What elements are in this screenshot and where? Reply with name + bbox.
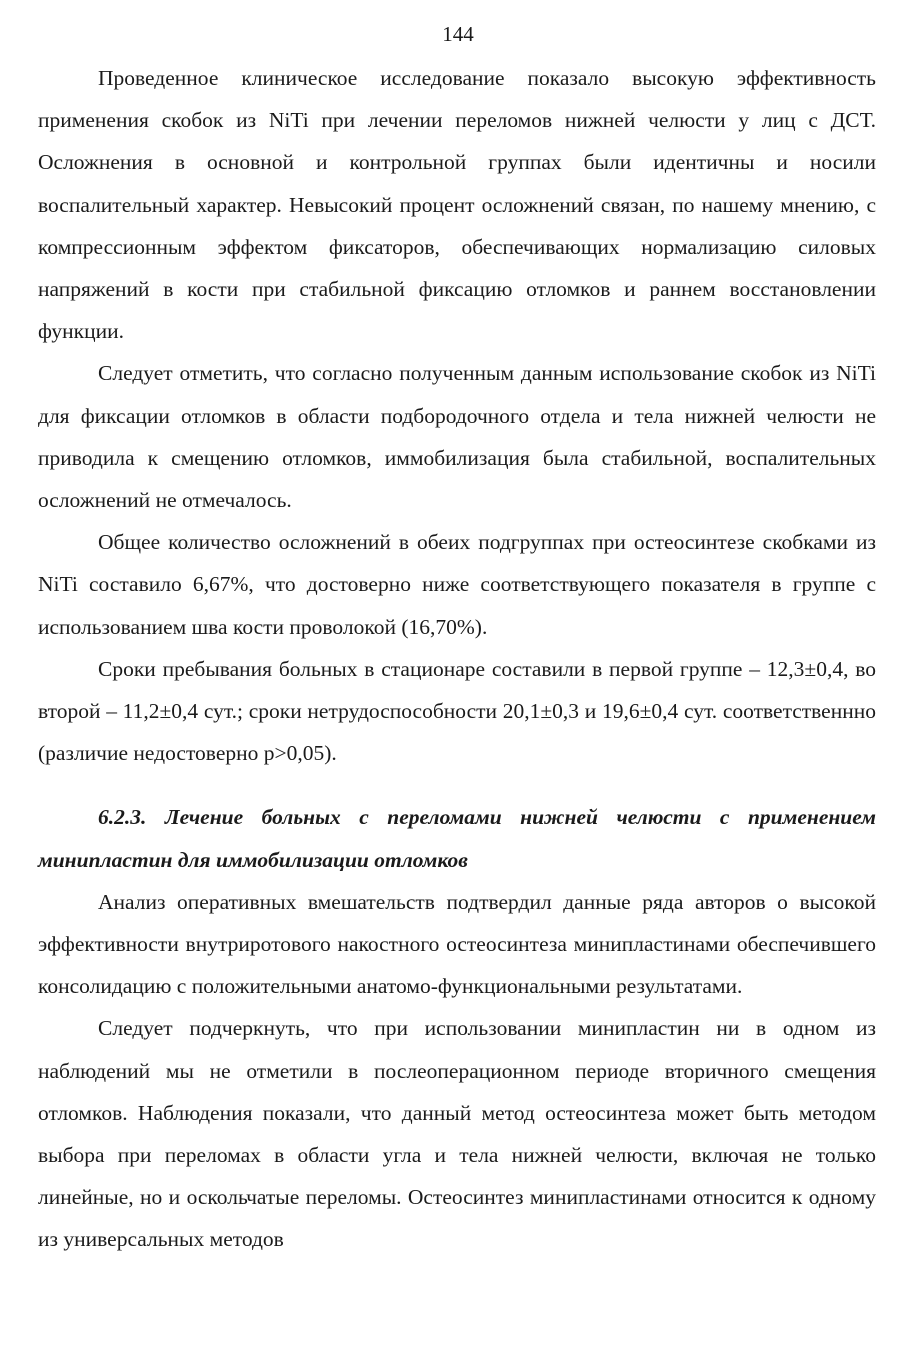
paragraph-miniplate-observations: Следует подчеркнуть, что при использовании минипластин ни в одном из наблюдений мы не отметили в послеоперационном периоде вторичного смещения отломков. Наблюдения показали, что данный метод остеосинтеза может быть методом выбора при переломах в области угла и тела нижней челюсти, включая не только линейные, но и оскольчатые переломы. Остеосинтез минипластинами относится к одному из универсальных методов: [38, 1016, 876, 1252]
paragraph-hospital-stay: Сроки пребывания больных в стационаре составили в первой группе – 12,3±0,4, во второй – 11,2±0,4 сут.; сроки нетрудоспособности 20,1±0,3 и 19,6±0,4 сут. соответственнно (различие недостоверно p>0,05).: [38, 656, 876, 766]
paragraph-niti-fixation: Следует отметить, что согласно полученным данным использование скобок из NiTi для фиксации отломков в области подбородочного отдела и тела нижней челюсти не приводила к смещению отломков, иммобилизация была стабильной, воспалительных осложнений не отмечалось.: [38, 361, 876, 513]
paragraph-complication-rate: Общее количество осложнений в обеих подгруппах при остеосинтезе скобками из NiTi составило 6,67%, что достоверно ниже соответствующего показателя в группе с использованием шва кости проволокой (16,70%).: [38, 530, 876, 639]
page-body: [38, 57, 876, 1261]
section-6-2-3: [38, 796, 876, 1260]
paragraph-study-results: Проведенное клиническое исследование показало высокую эффективность применения скобок из NiTi при лечении переломов нижней челюсти у лиц с ДСТ. Осложнения в основной и контрольной группах были идентичны и носили воспалительный характер. Невысокий процент осложнений связан, по нашему мнению, с компрессионным эффектом фиксаторов, обеспечивающих нормализацию силовых напряжений в кости при стабильной фиксацию отломков и раннем восстановлении функции.: [38, 66, 876, 344]
section-heading: 6.2.3. Лечение больных с переломами нижней челюсти с применением минипластин для иммобилизации отломков: [38, 805, 876, 872]
page-number: 144: [442, 22, 474, 46]
paragraph-miniplate-analysis: Анализ оперативных вмешательств подтвердил данные ряда авторов о высокой эффективности внутриротового накостного остеосинтеза минипластинами обеспечившего консолидацию с положительными анатомо-функциональными результатами.: [38, 889, 876, 999]
